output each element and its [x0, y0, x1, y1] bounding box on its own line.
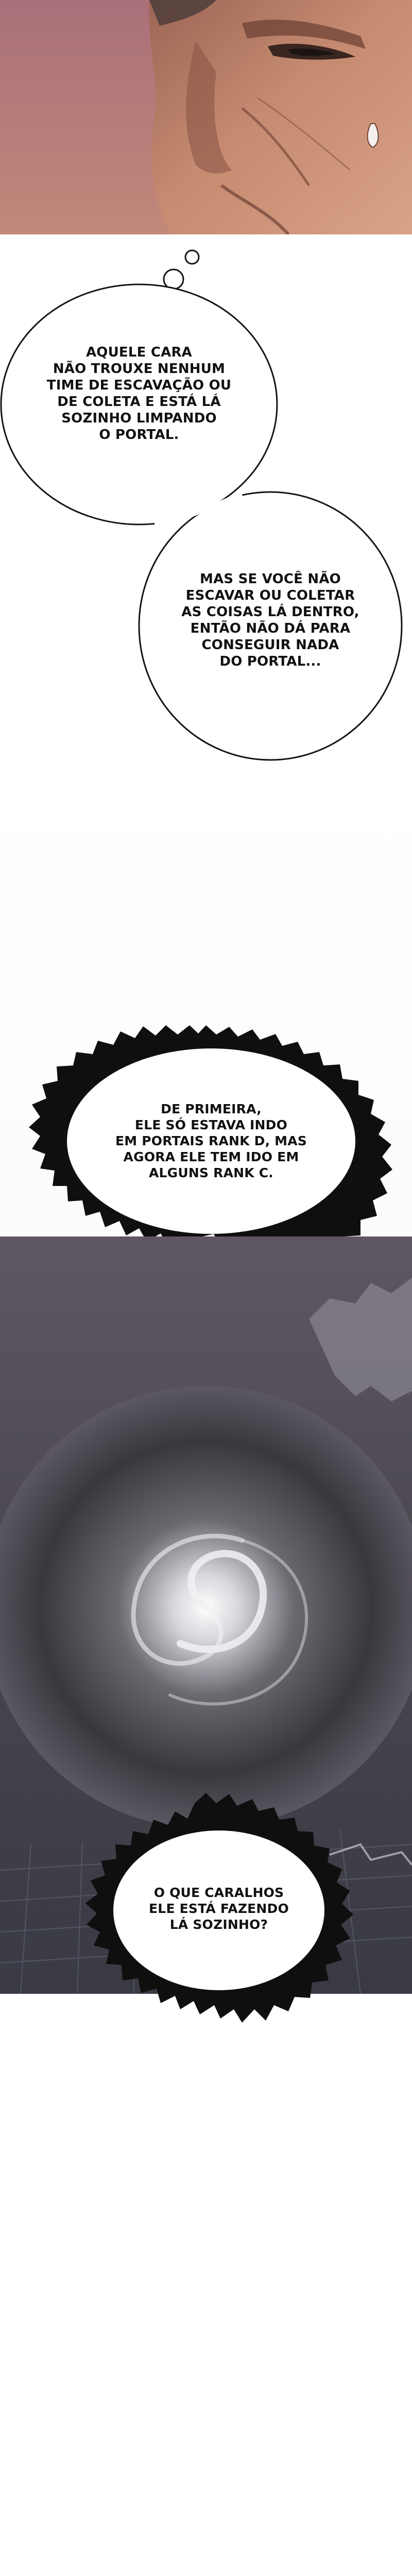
thought-bubble-1-text: AQUELE CARA NÃO TROUXE NENHUM TIME DE ESCAVAÇÃO OU DE COLETA E ESTÁ LÁ SOZINHO LIMPANDO O PORTAL. [46, 345, 232, 443]
thought-trail-dot [185, 250, 199, 264]
panel-face-closeup [0, 0, 412, 234]
panel-shout-2 [0, 1788, 412, 2035]
thought-bubbles-art [0, 234, 412, 801]
shout-bubble-2-text: O QUE CARALHOS ELE ESTÁ FAZENDO LÁ SOZINHO? [149, 1885, 289, 1932]
shout-bubble-1-text: DE PRIMEIRA, ELE SÓ ESTAVA INDO EM PORTAIS RANK D, MAS AGORA ELE TEM IDO EM ALGUNS RANK C. [115, 1101, 307, 1180]
panel-thoughts [0, 234, 412, 801]
thought-bubble-2-text: MAS SE VOCÊ NÃO ESCAVAR OU COLETAR AS COISAS LÁ DENTRO, ENTÃO NÃO DÁ PARA CONSEGUIR NADA DO PORTAL... [181, 571, 359, 669]
face-illustration [0, 0, 412, 234]
panel-shout [0, 1025, 412, 1262]
